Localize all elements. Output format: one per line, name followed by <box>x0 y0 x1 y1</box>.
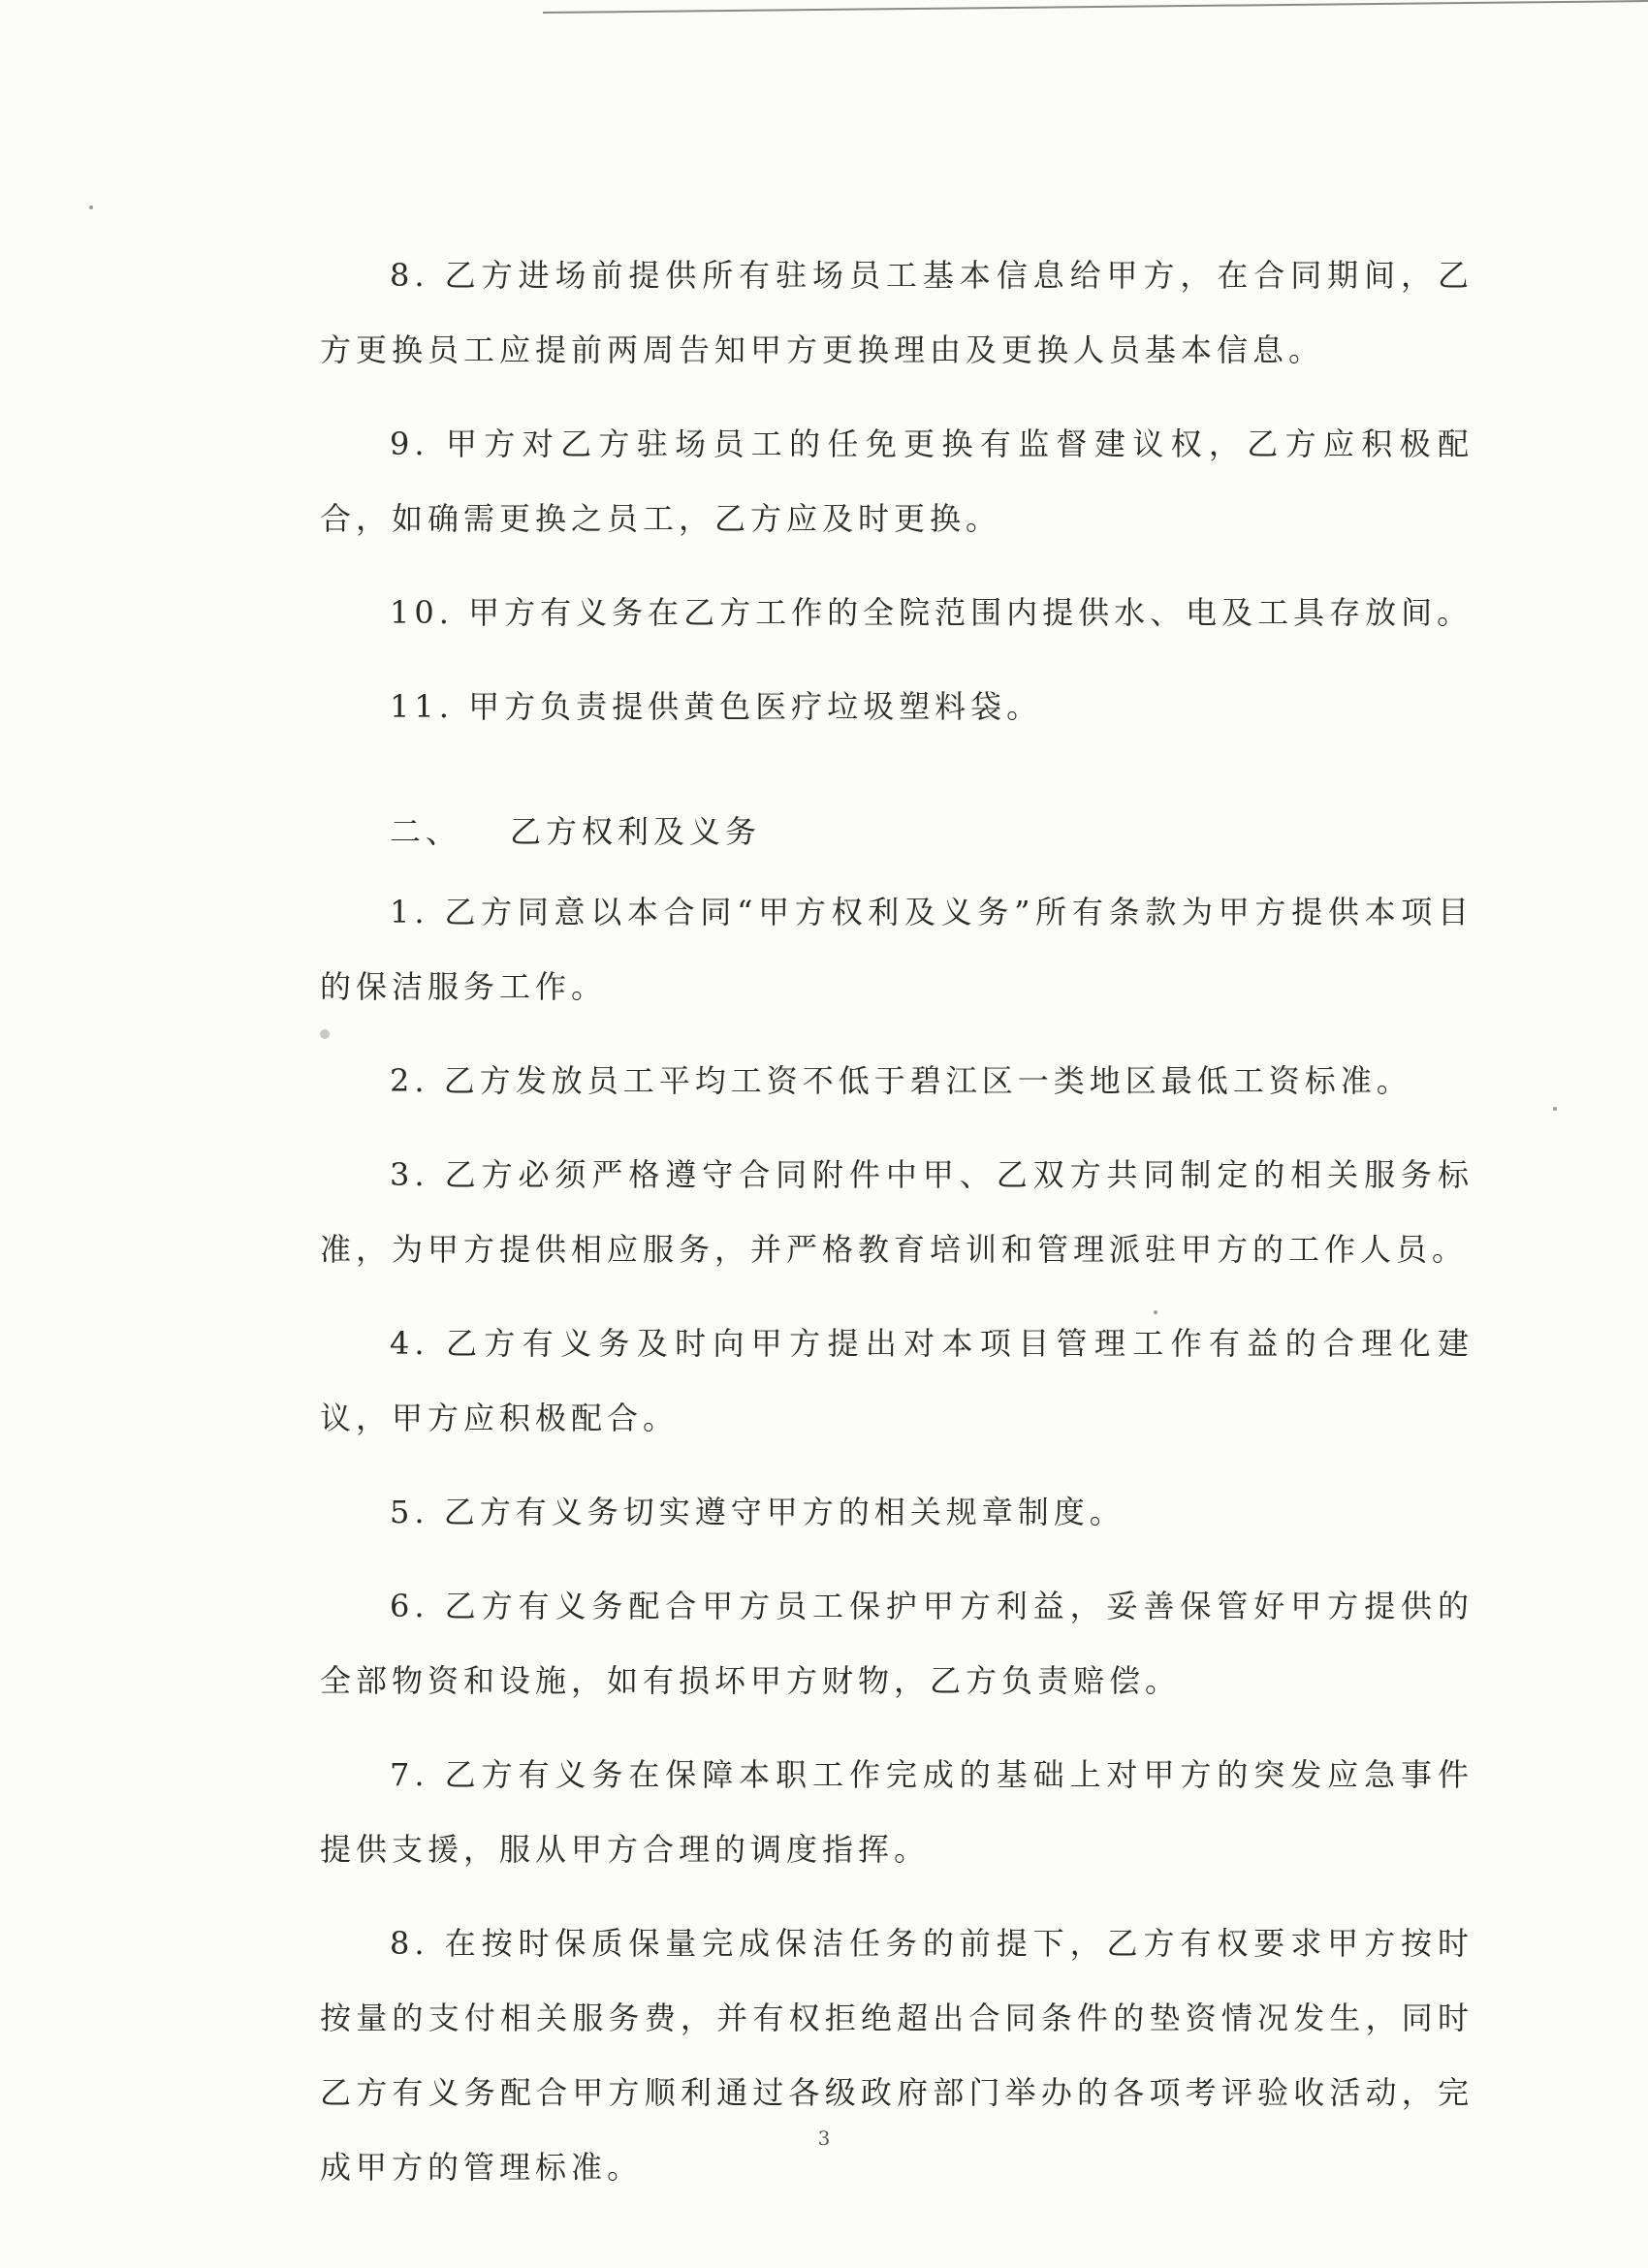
clause-b7: 7. 乙方有义务在保障本职工作完成的基础上对甲方的突发应急事件提供支援，服从甲方合理的调度指挥。 <box>320 1756 1474 1868</box>
clause-a9: 9. 甲方对乙方驻场员工的任免更换有监督建议权，乙方应积极配合，如确需更换之员工，乙方应及时更换。 <box>320 425 1474 537</box>
scan-speck <box>89 205 93 209</box>
section-heading <box>320 795 1474 869</box>
clause-b1: 1. 乙方同意以本合同“甲方权利及义务”所有条款为甲方提供本项目的保洁服务工作。 <box>320 894 1474 1005</box>
clause-b2: 2. 乙方发放员工平均工资不低于碧江区一类地区最低工资标准。 <box>390 1062 1412 1099</box>
clause-b6: 6. 乙方有义务配合甲方员工保护甲方利益，妥善保管好甲方提供的全部物资和设施，如有损坏甲方财物，乙方负责赔偿。 <box>320 1588 1474 1699</box>
clause-a10: 10. 甲方有义务在乙方工作的全院范围内提供水、电及工具存放间。 <box>390 594 1474 631</box>
clause-a8: 8. 乙方进场前提供所有驻场员工基本信息给甲方，在合同期间，乙方更换员工应提前两周告知甲方更换理由及更换人员基本信息。 <box>320 257 1474 368</box>
page-number: 3 <box>817 2126 831 2150</box>
document-body <box>320 238 1474 2224</box>
clause-b3: 3. 乙方必须严格遵守合同附件中甲、乙双方共同制定的相关服务标准，为甲方提供相应服务，并严格教育培训和管理派驻甲方的工作人员。 <box>320 1156 1474 1268</box>
clause-a11: 11. 甲方负责提供黄色医疗垃圾塑料袋。 <box>390 688 1043 725</box>
scan-edge-line <box>543 0 1648 14</box>
scan-speck <box>1154 1310 1157 1314</box>
section-title: 乙方权利及义务 <box>510 813 762 850</box>
section-number: 二、 <box>390 813 462 850</box>
clause-b5: 5. 乙方有义务切实遵守甲方的相关规章制度。 <box>390 1494 1125 1530</box>
clause-b4: 4. 乙方有义务及时向甲方提出对本项目管理工作有益的合理化建议，甲方应积极配合。 <box>320 1325 1474 1436</box>
clause-b8: 8. 在按时保质保量完成保洁任务的前提下，乙方有权要求甲方按时按量的支付相关服务费，并有权拒绝超出合同条件的垫资情况发生，同时乙方有义务配合甲方顺利通过各级政府部门举办的各项考评验收活动，完成甲方的管理标准。 <box>320 1925 1474 2186</box>
scan-speck <box>320 1029 330 1039</box>
scan-speck <box>1553 1107 1557 1111</box>
